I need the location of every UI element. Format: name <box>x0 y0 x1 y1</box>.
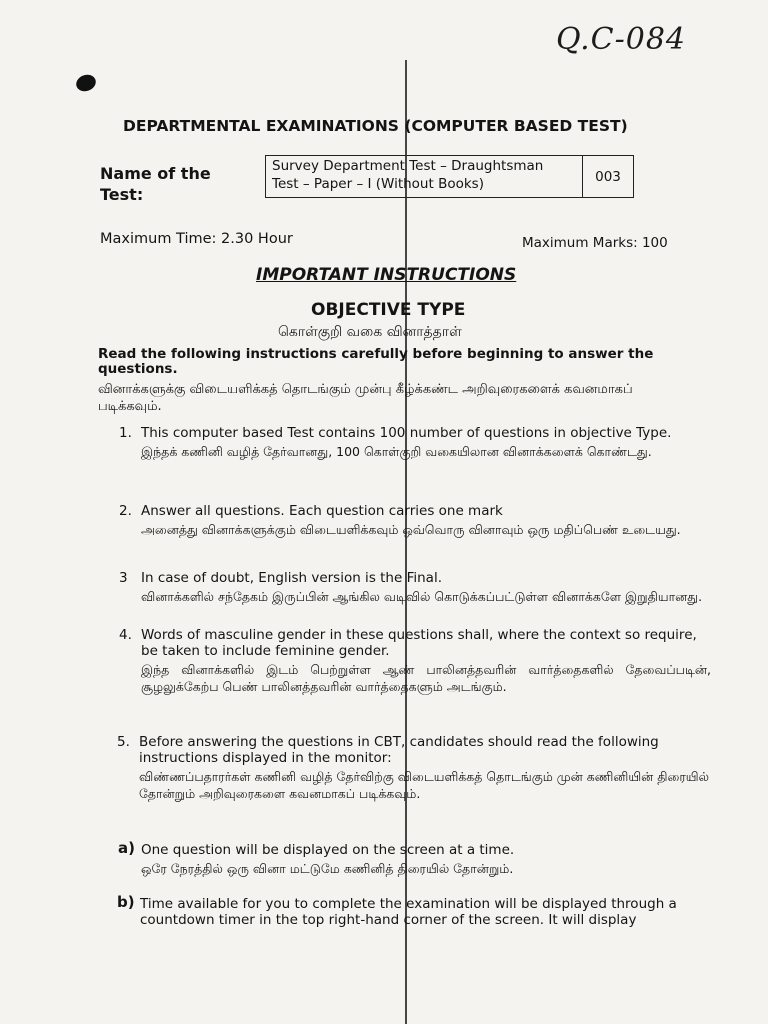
instruction-english: This computer based Test contains 100 number of questions in objective Type. <box>141 425 672 441</box>
sub-item-english: Time available for you to complete the examination will be displayed through a countdown timer in the top right-hand corner of the screen. It will display <box>140 896 677 928</box>
objective-type-tamil: கொள்குறி வகை வினாத்தாள் <box>278 324 462 340</box>
instruction-tamil: இந்தக் கணினி வழித் தேர்வானது, 100 கொள்குறி வகையிலான வினாக்களைக் கொண்டது. <box>141 444 652 459</box>
sub-item-english: One question will be displayed on the screen at a time. <box>141 842 515 858</box>
instruction-tamil: விண்ணப்பதாரர்கள் கணினி வழித் தேர்விற்கு விடையளிக்கத் தொடங்கும் முன் கணினியின் திரையில் தோன்றும் அறிவுரைகளை கவனமாகப் படிக்கவும். <box>139 769 709 801</box>
important-instructions-heading: IMPORTANT INSTRUCTIONS <box>256 265 517 285</box>
instruction-english: Before answering the questions in CBT, candidates should read the following instructions displayed in the monitor: <box>139 734 659 766</box>
instruction-3 <box>119 570 711 605</box>
instruction-english: Words of masculine gender in these questions shall, where the context so require, be taken to include feminine gender. <box>141 627 697 659</box>
ink-blot <box>74 72 98 94</box>
sub-item-label: b) <box>117 893 135 911</box>
max-time: Maximum Time: 2.30 Hour <box>100 231 293 247</box>
instruction-tamil: அனைத்து வினாக்களுக்கும் விடையளிக்கவும் ஒவ்வொரு வினாவும் ஒரு மதிப்பெண் உடையது. <box>141 522 681 537</box>
sub-item-tamil: ஒரே நேரத்தில் ஒரு வினா மட்டுமே கணினித் திரையில் தோன்றும். <box>141 861 514 876</box>
instruction-number: 1. <box>119 425 132 441</box>
instruction-english: Answer all questions. Each question carries one mark <box>141 503 503 519</box>
instruction-2 <box>119 503 711 538</box>
test-name-line2: Test – Paper – I (Without Books) <box>272 176 484 192</box>
instruction-english: In case of doubt, English version is the Final. <box>141 570 442 586</box>
objective-type-heading: OBJECTIVE TYPE <box>311 300 466 320</box>
instruction-number: 2. <box>119 503 132 519</box>
instruction-4 <box>119 627 711 695</box>
handwritten-reference-code: Q.C-084 <box>556 22 686 57</box>
page-fold-line <box>405 60 407 1024</box>
intro-tamil: வினாக்களுக்கு விடையளிக்கத் தொடங்கும் முன்பு கீழ்க்கண்ட அறிவுரைகளைக் கவனமாகப் படிக்கவும். <box>98 382 633 414</box>
instruction-tamil: வினாக்களில் சந்தேகம் இருப்பின் ஆங்கில வடிவில் கொடுக்கப்பட்டுள்ள வினாக்களே இறுதியானது. <box>141 589 703 604</box>
test-name-line1: Survey Department Test – Draughtsman <box>272 158 544 174</box>
sub-item-a <box>118 839 711 877</box>
sub-item-b <box>117 893 710 928</box>
instruction-number: 3 <box>119 570 128 586</box>
max-marks: Maximum Marks: 100 <box>522 235 668 251</box>
test-code: 003 <box>595 168 621 185</box>
intro-english: Read the following instructions carefully before beginning to answer the questions. <box>98 346 654 377</box>
instruction-number: 4. <box>119 627 132 643</box>
instruction-number: 5. <box>117 734 130 750</box>
instruction-tamil: இந்த வினாக்களில் இடம் பெற்றுள்ள ஆண் பாலினத்தவரின் வார்த்தைகளில் தேவைப்படின், சூழலுக்கேற்ப பெண் பாலினத்தவரின் வார்த்தைகளும் அடங்கும். <box>141 662 711 694</box>
exam-title: DEPARTMENTAL EXAMINATIONS (COMPUTER BASED TEST) <box>123 117 628 135</box>
instruction-1 <box>119 425 711 460</box>
sub-item-label: a) <box>118 839 135 857</box>
test-name-label: Name of the Test: <box>100 164 211 204</box>
instruction-5 <box>117 734 709 802</box>
test-name-cell <box>266 156 583 197</box>
test-name-box <box>265 155 634 198</box>
